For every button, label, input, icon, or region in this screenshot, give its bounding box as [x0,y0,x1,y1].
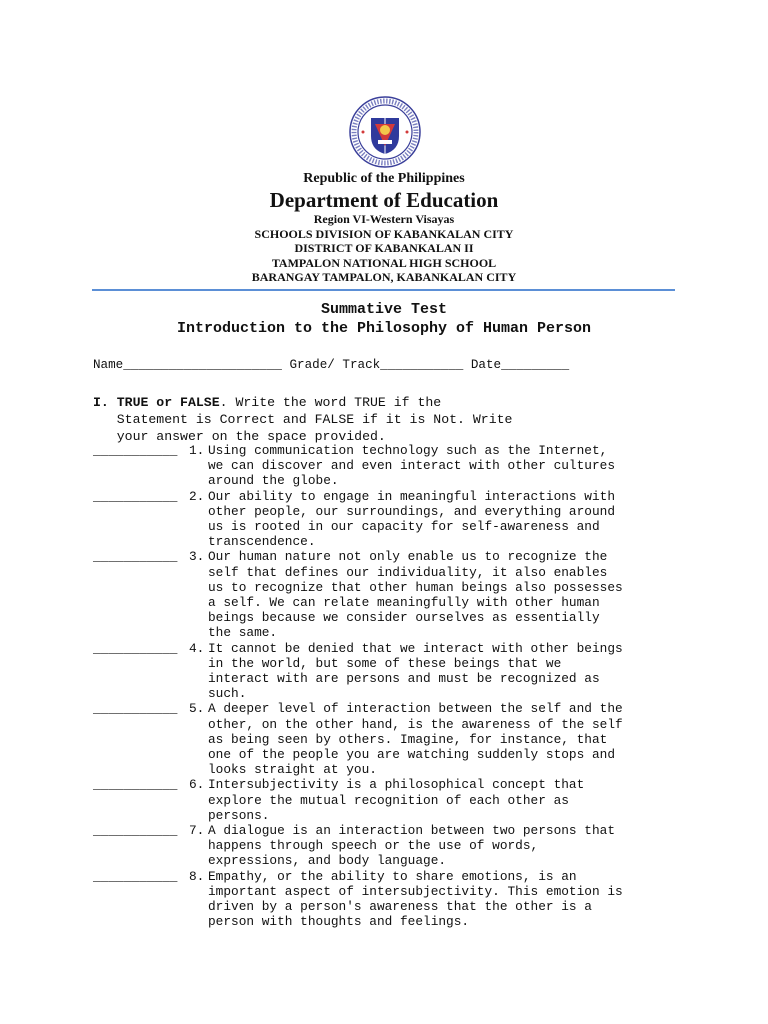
instructions [93,394,512,446]
question-number: 8. [189,868,205,884]
question-item [93,823,693,869]
instructions-text: . Write the word TRUE if the Statement is Correct and FALSE if it is Not. Write your answer on the space provided. [116,395,513,445]
region-line: Region VI-Western Visayas [313,212,455,226]
answer-blank: ___________ [93,488,178,504]
question-number: 4. [189,640,205,656]
answer-blank: ___________ [93,443,178,458]
answer-blank: ___________ [93,823,178,839]
answer-blank: ___________ [93,868,178,884]
school-line: TAMPALON NATIONAL HIGH SCHOOL [271,255,497,270]
name-grade-date-line: Name_____________________ Grade/ Track___________ Date_________ [93,358,570,372]
republic-heading: Republic of the Philippines [303,171,465,186]
district-line: DISTRICT OF KABANKALAN II [294,241,474,256]
answer-blank: ___________ [93,777,178,793]
school-info [0,212,768,285]
question-item [93,549,693,640]
answer-blank: ___________ [93,640,178,656]
question-number: 3. [189,549,205,565]
question-number: 7. [189,823,205,839]
address-line: BARANGAY TAMPALON, KABANKALAN CITY [251,270,517,285]
section-heading: I. TRUE or FALSE [93,395,220,410]
question-text: A dialogue is an interaction between two persons that happens through speech or the use of words, expressions, and body language. [208,823,616,869]
question-number: 2. [189,488,205,504]
question-text: A deeper level of interaction between the self and the other, on the other hand, is the awareness of the self as being seen by others. Imagine, for instance, that one of the people you are watching suddenly stops and looks straight at you. [208,701,623,778]
question-item [93,641,693,702]
question-text: Empathy, or the ability to share emotions, is an important aspect of intersubjectivity. This emotion is driven by a person's awareness that the other is a person with thoughts and feelings. [208,868,623,930]
test-title: Summative Test [320,301,448,318]
department-heading: Department of Education [269,188,499,212]
test-subtitle: Introduction to the Philosophy of Human Person [176,320,592,337]
header-divider [92,289,675,291]
question-number: 6. [189,777,205,793]
question-item [93,777,693,823]
question-number: 1. [189,443,205,458]
question-text: Using communication technology such as the Internet, we can discover and even interact with other cultures around the globe. [208,443,616,489]
question-item [93,701,693,777]
answer-blank: ___________ [93,701,178,717]
question-item [93,489,693,550]
question-list [93,443,693,930]
question-number: 5. [189,701,205,717]
question-text: It cannot be denied that we interact with other beings in the world, but some of these beings that we interact with are persons and must be recognized as such. [208,640,623,702]
deped-seal-logo [349,96,421,168]
question-text: Intersubjectivity is a philosophical concept that explore the mutual recognition of each other as persons. [208,777,585,823]
question-item [93,443,693,489]
test-titles [0,300,768,338]
question-item [93,869,693,930]
division-line: SCHOOLS DIVISION OF KABANKALAN CITY [254,226,514,241]
question-text: Our ability to engage in meaningful interactions with other people, our surroundings, and everything around us is rooted in our capacity for self-awareness and transcendence. [208,488,616,550]
question-text: Our human nature not only enable us to recognize the self that defines our individuality, it also enables us to recognize that other human beings also possesses a self. We can relate meaningfully with other human beings because we consider ourselves as essentially the same. [208,549,623,641]
answer-blank: ___________ [93,549,178,565]
